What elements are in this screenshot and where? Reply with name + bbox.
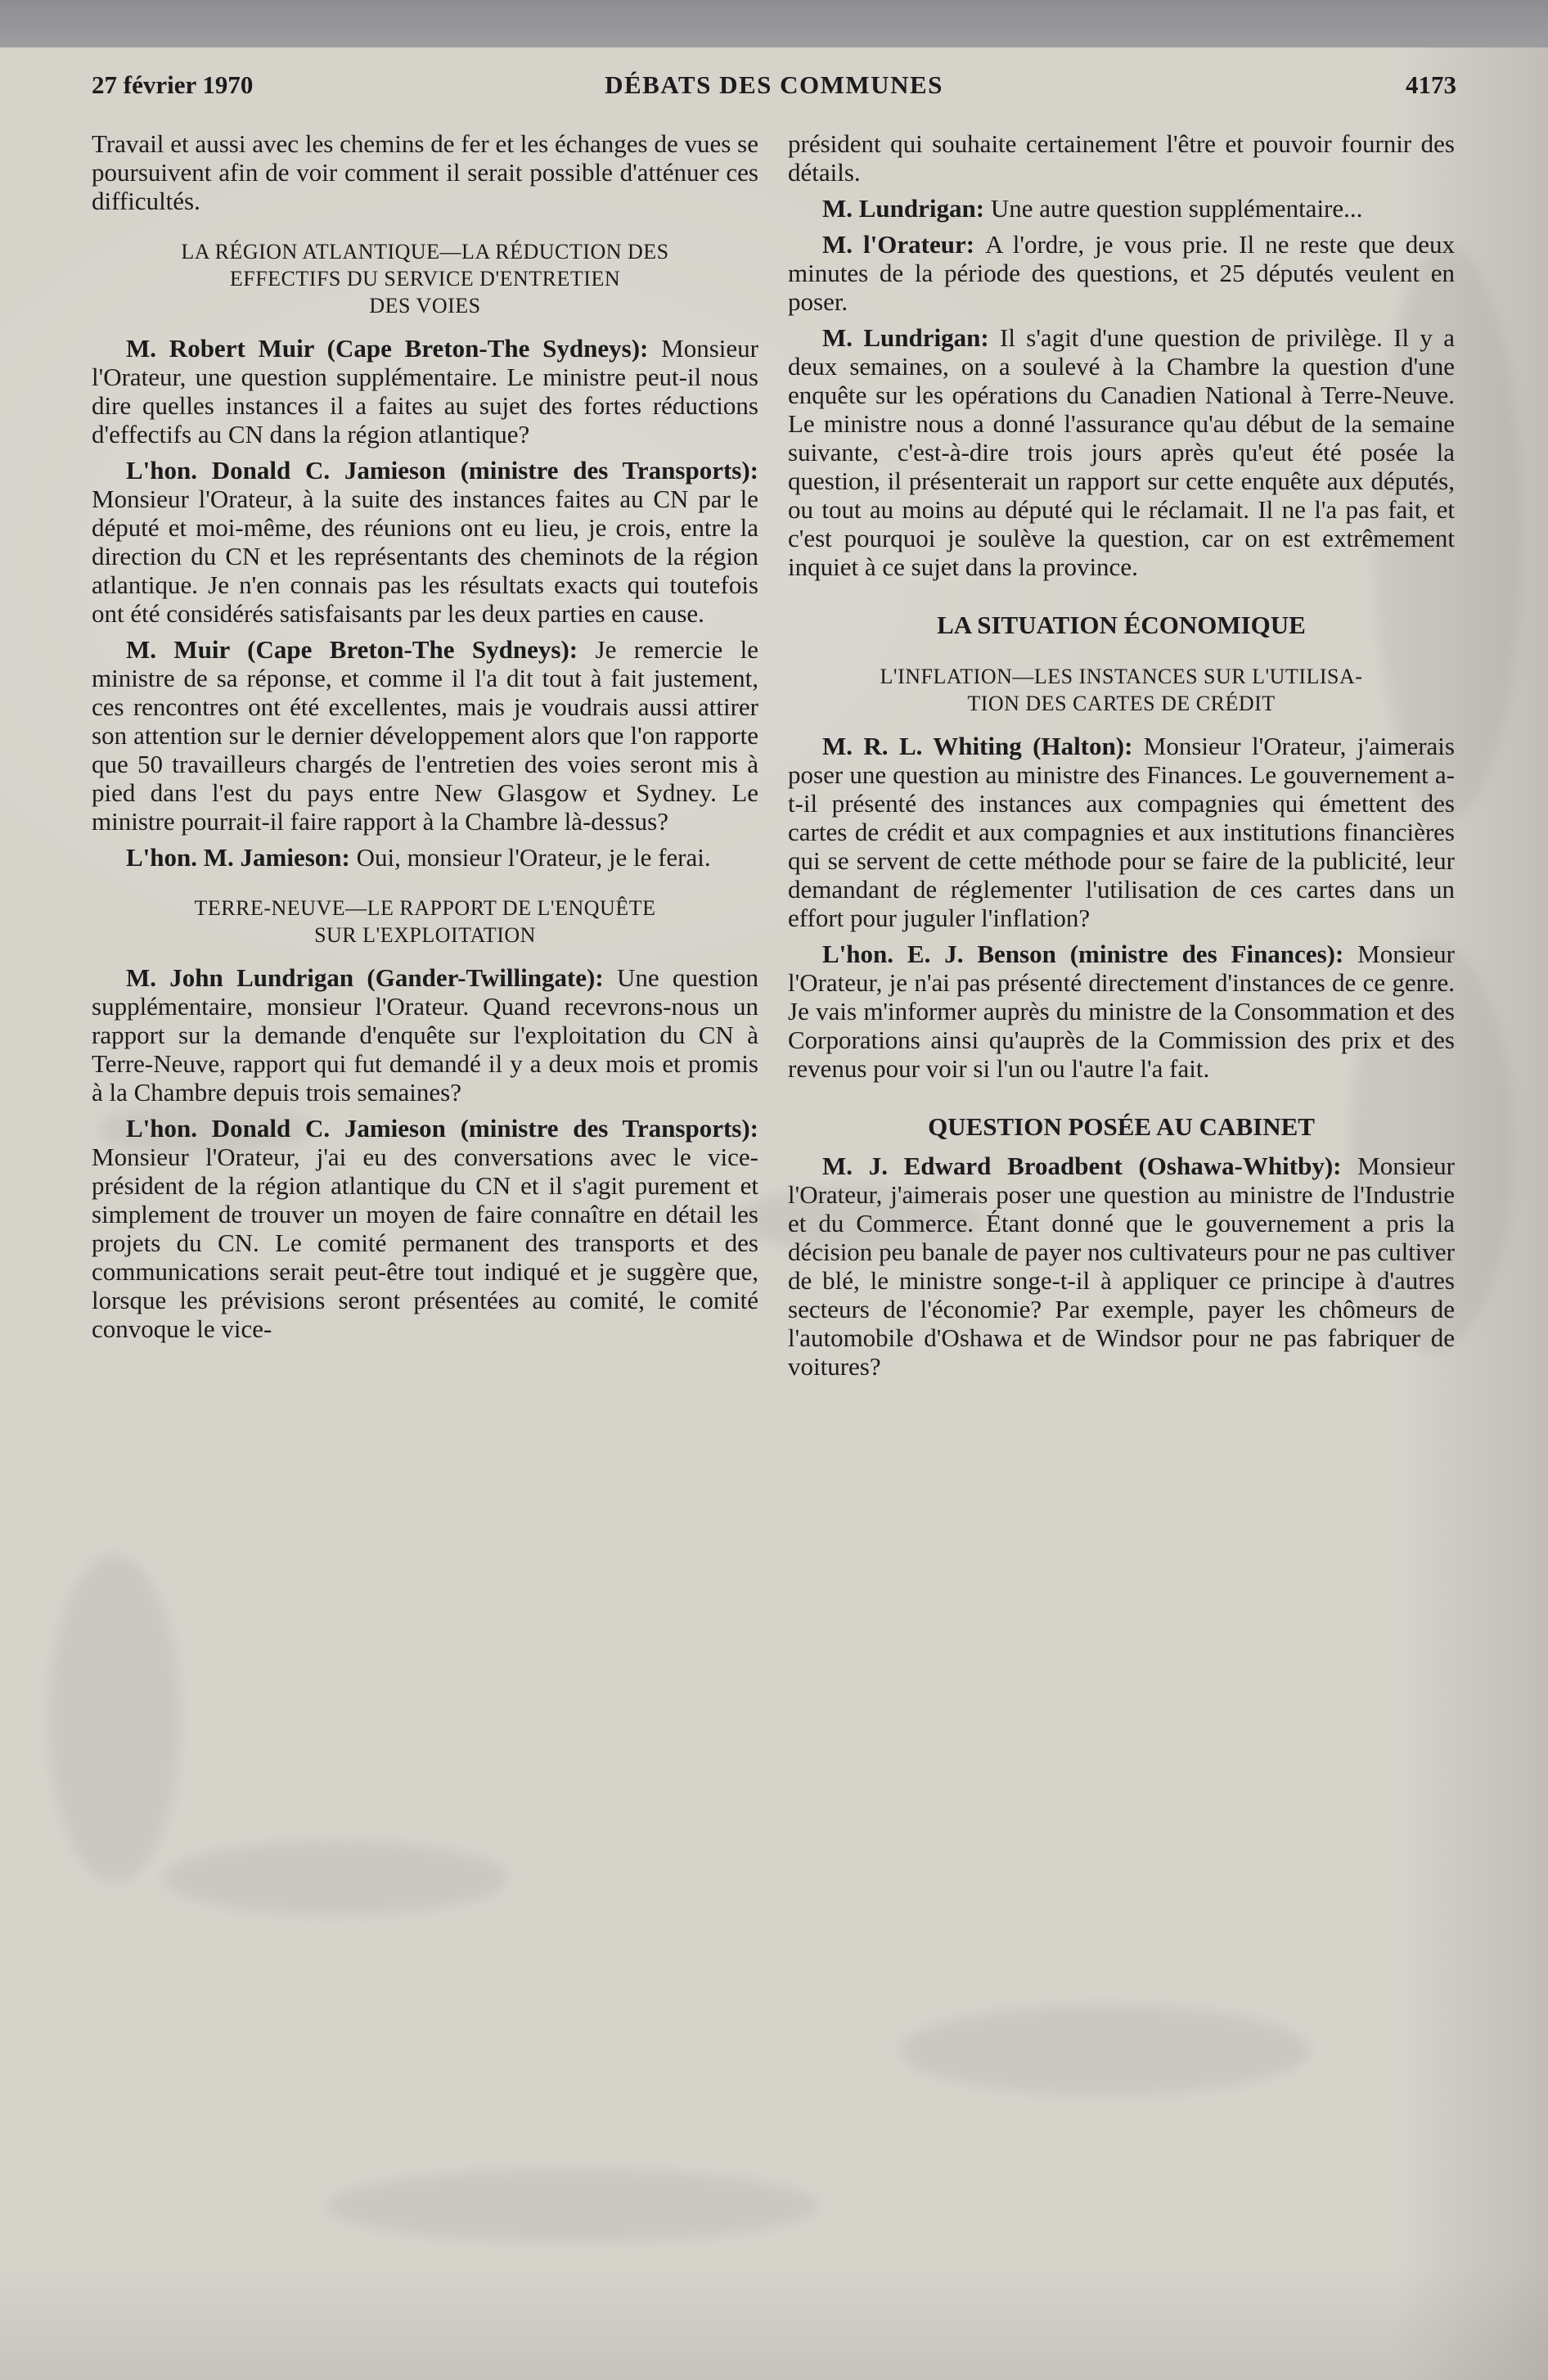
paragraph: M. J. Edward Broadbent (Oshawa-Whitby): Monsieur l'Orateur, j'aimerais poser une question au ministre de l'Industrie et du Commerce. Étant donné que le gouvernement a pris la décision peu banale de payer nos cultivateurs pour ne pas cultiver de blé, le ministre songe-t-il à appliquer ce principe à d'autres secteurs de l'économie? Par exemple, payer les chômeurs de l'automobile d'Oshawa et de Windsor pour ne pas fabriquer de voitures?	[788, 1152, 1455, 1381]
header-title: DÉBATS DES COMMUNES	[605, 70, 943, 99]
speaker-name: M. Muir (Cape Breton-The Sydneys):	[126, 635, 596, 664]
paragraph: L'hon. E. J. Benson (ministre des Finances): Monsieur l'Orateur, je n'ai pas présenté directement d'instances de ce genre. Je vais m'informer auprès du ministre de la Consommation et des Corporations ainsi qu'auprès de la Commission des prix et des revenus pour voir si l'un ou l'autre l'a fait.	[788, 940, 1455, 1083]
paragraph: président qui souhaite certainement l'être et pouvoir fournir des détails.	[788, 129, 1455, 187]
column-right	[788, 129, 1455, 1388]
major-heading: LA SITUATION ÉCONOMIQUE	[937, 611, 1306, 639]
text-columns	[92, 129, 1456, 1388]
speaker-name: M. John Lundrigan (Gander-Twillingate):	[126, 963, 617, 992]
paragraph: M. R. L. Whiting (Halton): Monsieur l'Orateur, j'aimerais poser une question au ministre des Finances. Le gouvernement a-t-il présenté des instances aux compagnies qui émettent des cartes de crédit et aux compagnies et aux institutions financières qui se servent de cette méthode pour se faire de la publicité, leur demandant de réglementer l'utilisation de ces cartes dans un effort pour juguler l'inflation?	[788, 732, 1455, 932]
section-heading: TERRE-NEUVE—LE RAPPORT DE L'ENQUÊTE SUR L'EXPLOITATION	[194, 896, 656, 947]
section-heading: LA RÉGION ATLANTIQUE—LA RÉDUCTION DES EFFECTIFS DU SERVICE D'ENTRETIEN DES VOIES	[181, 240, 669, 318]
speaker-name: L'hon. E. J. Benson (ministre des Finances):	[822, 940, 1358, 968]
section-heading: L'INFLATION—LES INSTANCES SUR L'UTILISA- TION DES CARTES DE CRÉDIT	[880, 665, 1363, 715]
speaker-name: M. l'Orateur:	[822, 230, 986, 259]
paragraph: M. Robert Muir (Cape Breton-The Sydneys): Monsieur l'Orateur, une question supplémentaire. Le ministre peut-il nous dire quelles instances il a faites au sujet des fortes réductions d'effectifs au CN dans la région atlantique?	[92, 334, 758, 449]
speaker-name: M. J. Edward Broadbent (Oshawa-Whitby):	[822, 1152, 1358, 1180]
speaker-name: L'hon. Donald C. Jamieson (ministre des Transports):	[126, 456, 758, 485]
scan-artifact	[327, 2169, 818, 2243]
speaker-name: M. R. L. Whiting (Halton):	[822, 732, 1144, 760]
paragraph: M. Lundrigan: Il s'agit d'une question de privilège. Il y a deux semaines, on a soulevé à la Chambre la question d'une enquête sur les opérations du Canadien National à Terre-Neuve. Le ministre nous a donné l'assurance qu'au début de la semaine suivante, c'est-à-dire trois jours après qu'eut été posée la question, il présenterait un rapport sur cette enquête aux députés, ou tout au moins au député qui le réclamait. Il ne l'a pas fait, et c'est pourquoi je soulève la question, car on est extrêmement inquiet à ce sujet dans la province.	[788, 323, 1455, 581]
header-page-number: 4173	[1406, 70, 1456, 99]
scan-artifact	[49, 1555, 180, 1882]
paragraph: M. l'Orateur: A l'ordre, je vous prie. Il ne reste que deux minutes de la période des questions, et 25 députés veulent en poser.	[788, 230, 1455, 316]
paragraph: M. Muir (Cape Breton-The Sydneys): Je remercie le ministre de sa réponse, et comme il l'a dit tout à fait justement, ces rencontres ont été excellentes, mais je voudrais aussi attirer son attention sur le dernier développement alors que l'on rapporte que 50 travailleurs chargés de l'entretien des voies seront mis à pied dans l'est du pays entre New Glasgow et Sydney. Le ministre pourrait-il faire rapport à la Chambre là-dessus?	[92, 635, 758, 836]
scan-artifact	[164, 1841, 507, 1915]
paragraph: M. John Lundrigan (Gander-Twillingate): Une question supplémentaire, monsieur l'Orateur. Quand recevrons-nous un rapport sur la demande d'enquête sur l'exploitation du CN à Terre-Neuve, rapport qui fut demandé il y a deux mois et promis à la Chambre depuis trois semaines?	[92, 963, 758, 1107]
page-header	[92, 70, 1456, 100]
column-left	[92, 129, 758, 1388]
speaker-name: L'hon. Donald C. Jamieson (ministre des Transports):	[126, 1114, 758, 1143]
speaker-name: M. Robert Muir (Cape Breton-The Sydneys):	[126, 334, 662, 363]
paragraph: Travail et aussi avec les chemins de fer et les échanges de vues se poursuivent afin de voir comment il serait possible d'atténuer ces difficultés.	[92, 129, 758, 215]
speaker-name: M. Lundrigan:	[822, 323, 1001, 352]
paragraph: M. Lundrigan: Une autre question supplémentaire...	[822, 194, 1363, 223]
header-date: 27 février 1970	[92, 70, 254, 99]
speaker-name: M. Lundrigan:	[822, 194, 991, 223]
speaker-name: L'hon. M. Jamieson:	[126, 843, 357, 872]
scan-artifact	[900, 2005, 1309, 2095]
paragraph: L'hon. M. Jamieson: Oui, monsieur l'Orateur, je le ferai.	[126, 843, 711, 872]
paragraph: L'hon. Donald C. Jamieson (ministre des Transports): Monsieur l'Orateur, j'ai eu des conversations avec le vice-président de la région atlantique du CN et il s'agit purement et simplement de trouver un moyen de faire connaître en détail les projets du CN. Le comité permanent des transports et des communications serait peut-être tout indiqué et je suggère que, lorsque les prévisions seront présentées au comité, le comité convoque le vice-	[92, 1114, 758, 1343]
major-heading: QUESTION POSÉE AU CABINET	[928, 1112, 1315, 1141]
paragraph: L'hon. Donald C. Jamieson (ministre des Transports): Monsieur l'Orateur, à la suite des instances faites au CN par le député et moi-même, des réunions ont eu lieu, je crois, entre la direction du CN et les représentants des cheminots de la région atlantique. Je n'en connais pas les résultats exacts qui toutefois ont été considérés satisfaisants par les deux parties en cause.	[92, 456, 758, 628]
